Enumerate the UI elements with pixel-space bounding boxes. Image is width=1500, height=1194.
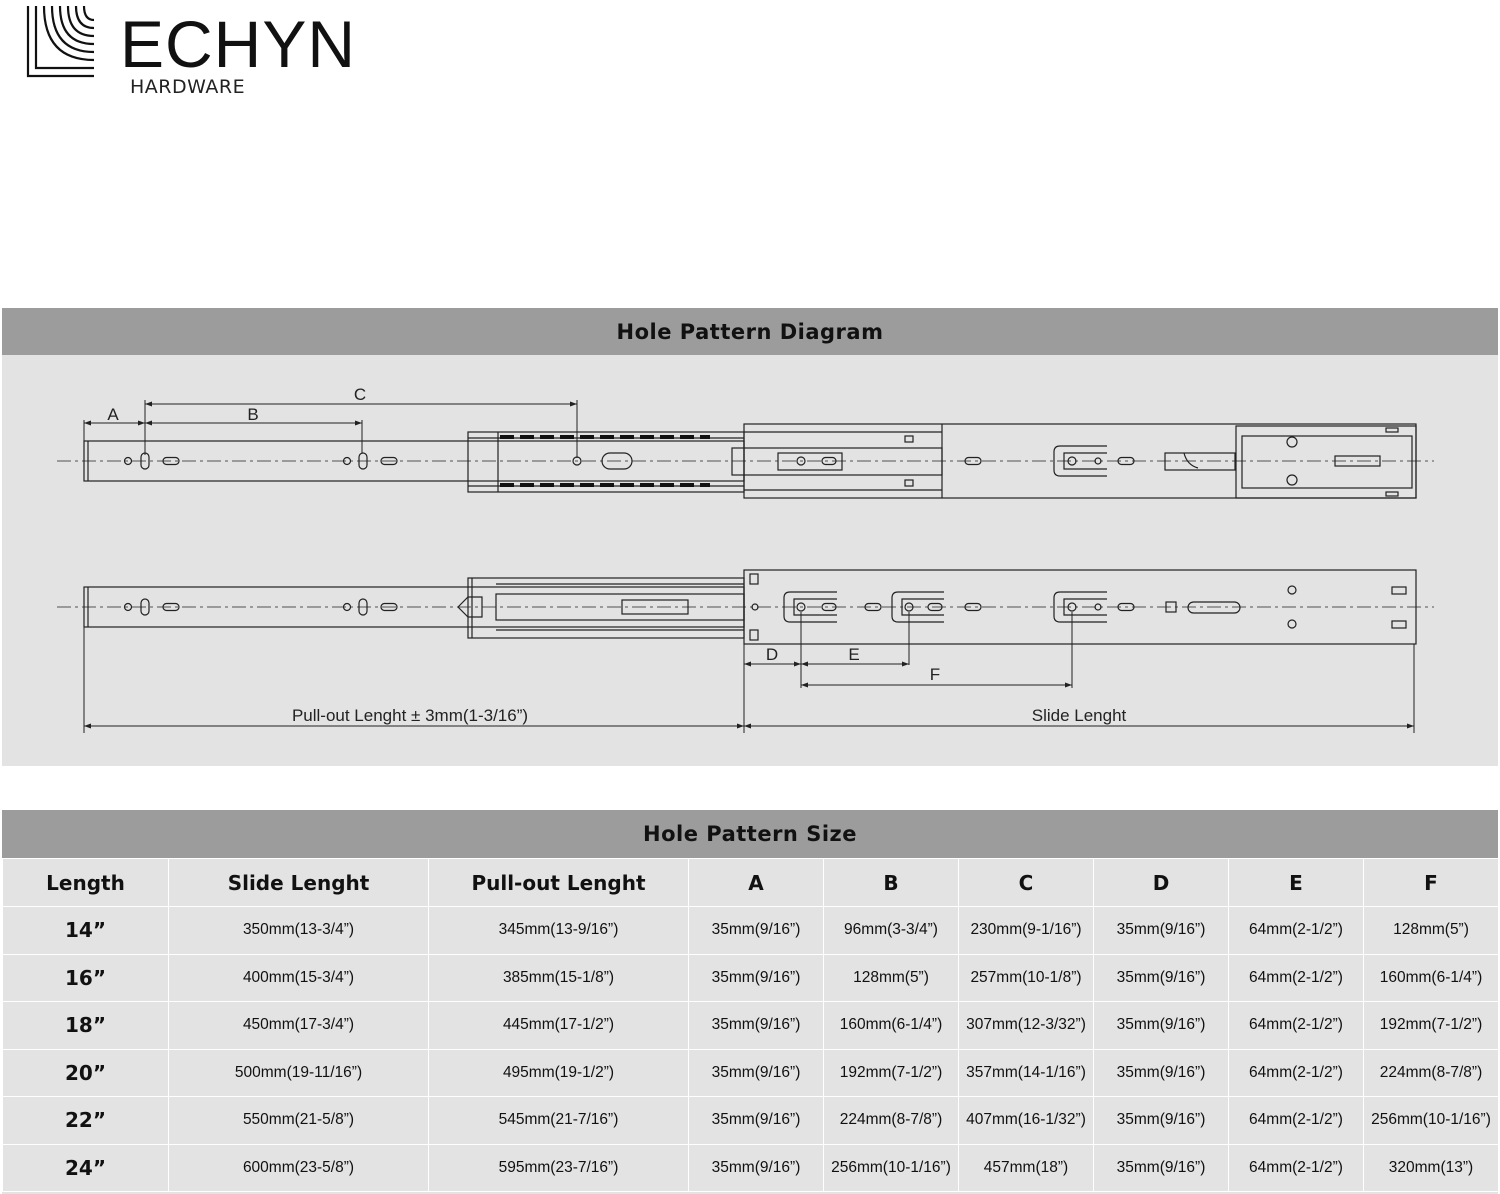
table-cell: 320mm(13”)	[1364, 1144, 1499, 1192]
slide-length-label: Slide Lenght	[1031, 706, 1127, 725]
diagram-title: Hole Pattern Diagram	[616, 319, 884, 344]
brand-subtitle: HARDWARE	[130, 76, 246, 98]
table-cell: 600mm(23-5/8”)	[169, 1144, 429, 1192]
column-header: Slide Lenght	[169, 859, 429, 907]
table-cell: 307mm(12-3/32”)	[959, 1002, 1094, 1050]
table-cell: 35mm(9/16”)	[689, 1002, 824, 1050]
table-cell: 192mm(7-1/2”)	[824, 1049, 959, 1097]
table-cell: 256mm(10-1/16”)	[824, 1144, 959, 1192]
table-cell: 350mm(13-3/4”)	[169, 907, 429, 955]
dim-label-b: B	[247, 405, 259, 424]
column-header: D	[1094, 859, 1229, 907]
table-cell: 35mm(9/16”)	[689, 1049, 824, 1097]
column-header: A	[689, 859, 824, 907]
table-cell: 345mm(13-9/16”)	[429, 907, 689, 955]
table-cell: 35mm(9/16”)	[1094, 1049, 1229, 1097]
table-cell: 257mm(10-1/8”)	[959, 954, 1094, 1002]
hole-pattern-size-table	[2, 858, 1499, 1192]
table-cell: 128mm(5”)	[824, 954, 959, 1002]
table-cell: 20”	[3, 1049, 169, 1097]
table-cell: 35mm(9/16”)	[1094, 1097, 1229, 1145]
table-cell: 457mm(18”)	[959, 1144, 1094, 1192]
table-cell: 64mm(2-1/2”)	[1229, 907, 1364, 955]
table-cell: 550mm(21-5/8”)	[169, 1097, 429, 1145]
table-header-row	[3, 859, 1499, 907]
table-cell: 35mm(9/16”)	[1094, 1002, 1229, 1050]
table-cell: 160mm(6-1/4”)	[1364, 954, 1499, 1002]
table-cell: 445mm(17-1/2”)	[429, 1002, 689, 1050]
hole-pattern-size-section	[2, 810, 1498, 1194]
dim-label-e: E	[848, 645, 860, 664]
dim-label-f: F	[929, 665, 941, 684]
column-header: Length	[3, 859, 169, 907]
diagram-header	[2, 308, 1498, 355]
table-cell: 14”	[3, 907, 169, 955]
table-row	[3, 1049, 1499, 1097]
table-cell: 64mm(2-1/2”)	[1229, 1002, 1364, 1050]
table-cell: 256mm(10-1/16”)	[1364, 1097, 1499, 1145]
logo-mark-icon	[26, 4, 121, 80]
table-title: Hole Pattern Size	[643, 822, 857, 846]
table-cell: 192mm(7-1/2”)	[1364, 1002, 1499, 1050]
table-cell: 224mm(8-7/8”)	[824, 1097, 959, 1145]
table-cell: 357mm(14-1/16”)	[959, 1049, 1094, 1097]
table-cell: 35mm(9/16”)	[1094, 1144, 1229, 1192]
table-cell: 230mm(9-1/16”)	[959, 907, 1094, 955]
pull-out-length-label: Pull-out Lenght ± 3mm(1-3/16”)	[291, 706, 529, 725]
table-cell: 16”	[3, 954, 169, 1002]
column-header: B	[824, 859, 959, 907]
table-cell: 407mm(16-1/32”)	[959, 1097, 1094, 1145]
table-cell: 450mm(17-3/4”)	[169, 1002, 429, 1050]
table-cell: 24”	[3, 1144, 169, 1192]
table-cell: 64mm(2-1/2”)	[1229, 1144, 1364, 1192]
table-cell: 495mm(19-1/2”)	[429, 1049, 689, 1097]
table-cell: 128mm(5”)	[1364, 907, 1499, 955]
column-header: C	[959, 859, 1094, 907]
table-cell: 35mm(9/16”)	[689, 907, 824, 955]
table-cell: 64mm(2-1/2”)	[1229, 954, 1364, 1002]
table-cell: 500mm(19-11/16”)	[169, 1049, 429, 1097]
table-cell: 385mm(15-1/8”)	[429, 954, 689, 1002]
table-cell: 595mm(23-7/16”)	[429, 1144, 689, 1192]
table-row	[3, 1144, 1499, 1192]
table-cell: 35mm(9/16”)	[689, 1144, 824, 1192]
table-cell: 64mm(2-1/2”)	[1229, 1097, 1364, 1145]
table-row	[3, 1097, 1499, 1145]
table-row	[3, 1002, 1499, 1050]
column-header: F	[1364, 859, 1499, 907]
table-cell: 224mm(8-7/8”)	[1364, 1049, 1499, 1097]
table-cell: 35mm(9/16”)	[689, 1097, 824, 1145]
table-cell: 64mm(2-1/2”)	[1229, 1049, 1364, 1097]
dim-label-d: D	[765, 645, 779, 664]
table-cell: 35mm(9/16”)	[689, 954, 824, 1002]
table-header-bar	[2, 810, 1498, 858]
table-row	[3, 954, 1499, 1002]
column-header: E	[1229, 859, 1364, 907]
brand-name: ECHYN	[120, 7, 357, 81]
dim-label-a: A	[107, 405, 119, 424]
table-cell: 400mm(15-3/4”)	[169, 954, 429, 1002]
table-cell: 160mm(6-1/4”)	[824, 1002, 959, 1050]
column-header: Pull-out Lenght	[429, 859, 689, 907]
table-row	[3, 907, 1499, 955]
table-cell: 35mm(9/16”)	[1094, 907, 1229, 955]
table-cell: 545mm(21-7/16”)	[429, 1097, 689, 1145]
top-lock-block	[1236, 426, 1416, 498]
slide-diagram	[2, 308, 1498, 766]
hole-pattern-diagram-section	[2, 308, 1498, 766]
table-cell: 96mm(3-3/4”)	[824, 907, 959, 955]
table-cell: 18”	[3, 1002, 169, 1050]
brand-logo	[26, 4, 356, 100]
table-cell: 22”	[3, 1097, 169, 1145]
dim-label-c: C	[353, 385, 367, 404]
table-cell: 35mm(9/16”)	[1094, 954, 1229, 1002]
